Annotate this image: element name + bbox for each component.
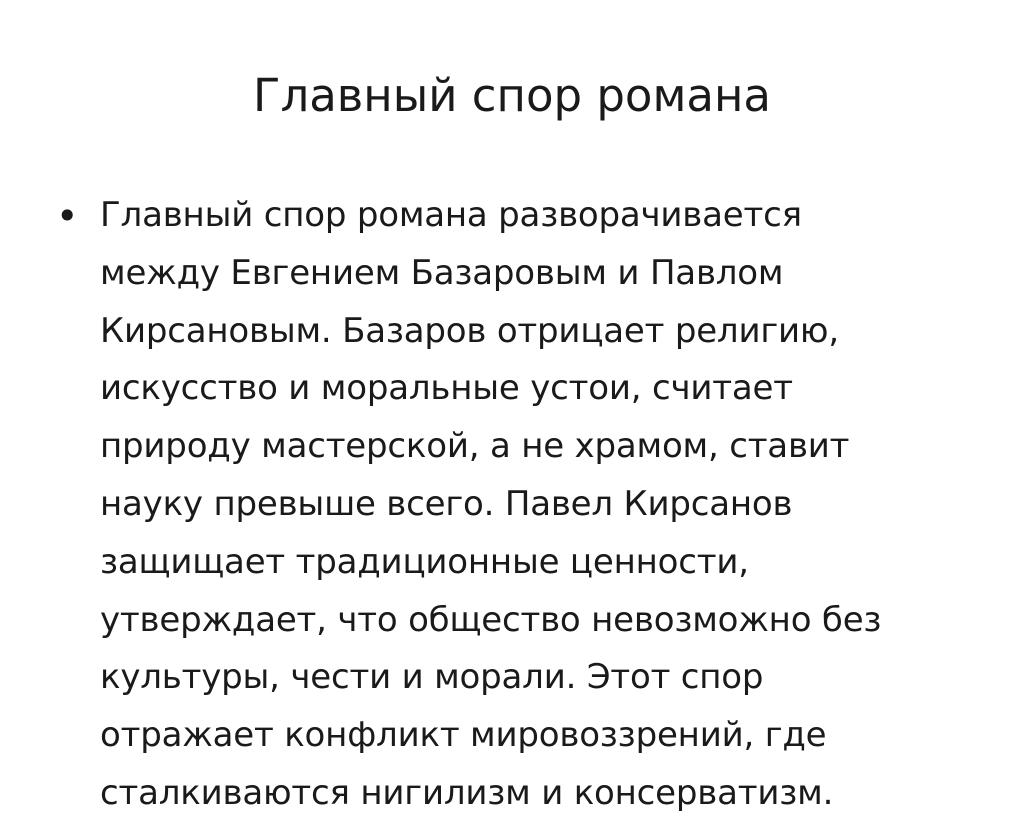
paragraph-line: защищает традиционные ценности, [100, 541, 749, 582]
paragraph-line: сталкиваются нигилизм и консерватизм. [100, 772, 834, 813]
paragraph-line: науку превыше всего. Павел Кирсанов [100, 483, 793, 524]
paragraph-line: отражает конфликт мировоззрений, где [100, 715, 827, 756]
slide-title: Главный спор романа [253, 69, 771, 122]
paragraph-line: искусство и моральные устои, считает [100, 368, 793, 409]
paragraph-line: культуры, чести и морали. Этот спор [100, 657, 764, 698]
bullet-icon: • [56, 194, 79, 238]
paragraph-line: Кирсановым. Базаров отрицает религию, [100, 310, 839, 351]
paragraph-line: природу мастерской, а не храмом, ставит [100, 426, 850, 467]
paragraph-line: между Евгением Базаровым и Павлом [100, 252, 784, 293]
bullet-paragraph [100, 187, 960, 823]
paragraph-line: утверждает, что общество невозможно без [100, 599, 882, 640]
paragraph-line: Главный спор романа разворачивается [100, 195, 802, 235]
